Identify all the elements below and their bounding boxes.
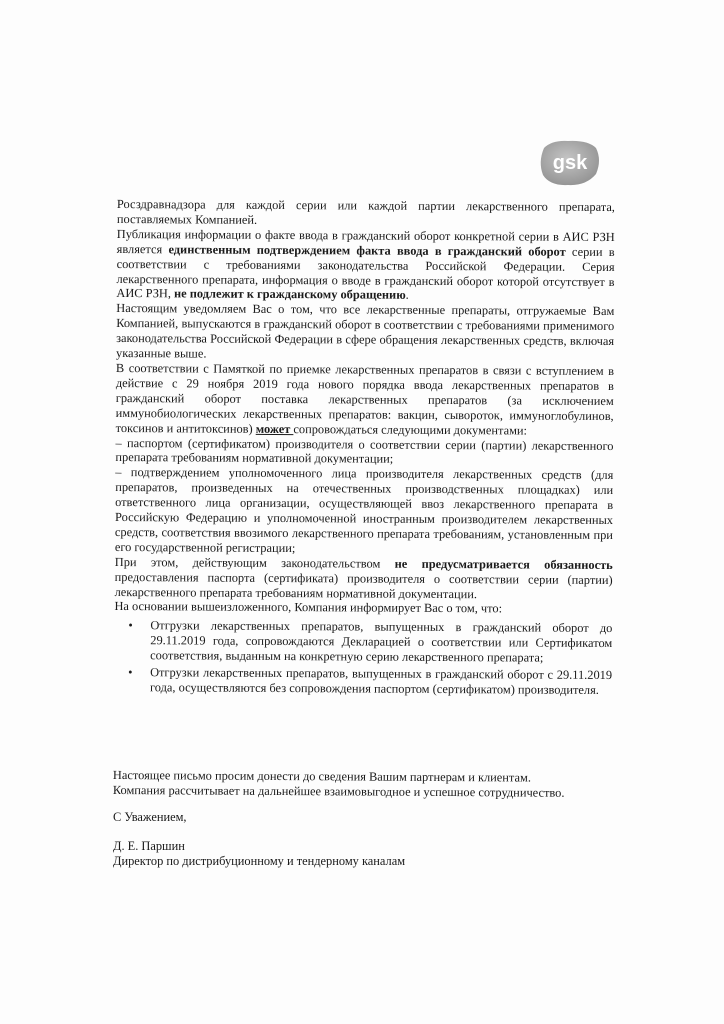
paragraph-4 [116, 361, 614, 439]
gsk-logo-text: gsk [552, 152, 588, 174]
bullet-icon: • [128, 618, 133, 633]
paragraph-4-text-a: В соответствии с Памяткой по приемке лекарственных препаратов в связи с вступлением в действие с 29 ноября 2019 года нового порядка ввода лекарственных препаратов в гражданский оборот поставка лекарственных препаратов (за исключением иммунобиологических лекарственных препаратов: вакцин, сывороток, иммуноглобулинов, токсинов и антитоксинов) [115, 360, 614, 436]
paragraph-1: Росздравнадзора для каждой серии или каждой партии лекарственного препарата, поставляемых Компанией. [116, 197, 615, 227]
paragraph-2-text-c: . [405, 288, 409, 303]
bullet-icon: • [128, 665, 133, 680]
signature-block [113, 839, 405, 869]
paragraph-6: – подтверждением уполномоченного лица производителя лекарственных средств (для препаратов, произведенных на отечественных производственных площадках) или ответственного лица организации, осуществляющей ввоз лекарственного препарата в Российскую Федерацию и уполномоченной иностранным производителем лекарственных средств, соответствия ввозимого лекарственного препарата требованиям, установленным при его государственной регистрации; [114, 465, 614, 555]
paragraph-8: На основании вышеизложенного, Компания информирует Вас о том, что: [114, 599, 503, 616]
list-item [114, 618, 612, 666]
paragraph-2 [116, 227, 614, 305]
paragraph-7 [115, 555, 613, 603]
closing-line-1: Настоящее письмо просим донести до сведения Вашим партнерам и клиентам. [112, 768, 532, 785]
paragraph-2-emphasis-a: единственным подтверждением факта ввода в гражданский оборот [168, 242, 566, 259]
list-item-text: Отгрузки лекарственных препаратов, выпущенных в гражданский оборот с 29.11.2019 года, осуществляются без сопровождения паспортом (сертификатом) производителя. [149, 665, 613, 697]
paragraph-2-emphasis-b: не подлежит к гражданскому обращению [174, 286, 406, 303]
bullet-list [114, 618, 612, 698]
list-item [114, 665, 612, 698]
list-item-text: Отгрузки лекарственных препаратов, выпущенных в гражданский оборот до 29.11.2019 года, сопровождаются Декларацией о соответствии или Сертификатом соответствия, выданным на конкретную серию лекарственного препарата; [150, 618, 613, 665]
paragraph-4-emphasis: может [255, 421, 294, 436]
letter-body [114, 197, 615, 700]
paragraph-5: – паспортом (сертификатом) производителя о соответствии серии (партии) лекарственного препарата требованиям нормативной документации; [115, 435, 614, 467]
paragraph-7-emphasis: не предусматривается обязанность [394, 556, 613, 572]
paragraph-7-text-a: При этом, действующим законодательством [114, 554, 395, 571]
gsk-logo [538, 138, 602, 188]
signer-name: Д. Е. Паршин [113, 839, 185, 853]
paragraph-4-text-b: сопровождаться следующими документами: [293, 421, 528, 438]
paragraph-2-text-b: серии в соответствии с требованиями законодательства Российской Федерации. Серия лекарственного препарата, информация о вводе в гражданский оборот которой отсутствует в АИС РЗН, [116, 244, 615, 301]
paragraph-2-text-a: Публикация информации о факте ввода в гражданский оборот конкретной серии в АИС РЗН является [116, 226, 615, 257]
signer-title: Директор по дистрибуционному и тендерному каналам [113, 854, 406, 868]
closing-block [113, 768, 613, 801]
closing-line-2: Компания рассчитывает на дальнейшее взаимовыгодное и успешное сотрудничество. [112, 782, 565, 800]
paragraph-3: Настоящим уведомляем Вас о том, что все лекарственные препараты, отгружаемые Вам Компанией, выпускаются в гражданский оборот в соответствии с требованиями применимого законодательства Российской Федерации в сфере обращения лекарственных средств, включая указанные выше. [116, 301, 615, 361]
regards: С Уважением, [113, 810, 187, 824]
paragraph-7-text-b: предоставления паспорта (сертификата) производителя о соответствии серии (партии) лекарственного препарата требованиям нормативной документации. [114, 569, 613, 601]
